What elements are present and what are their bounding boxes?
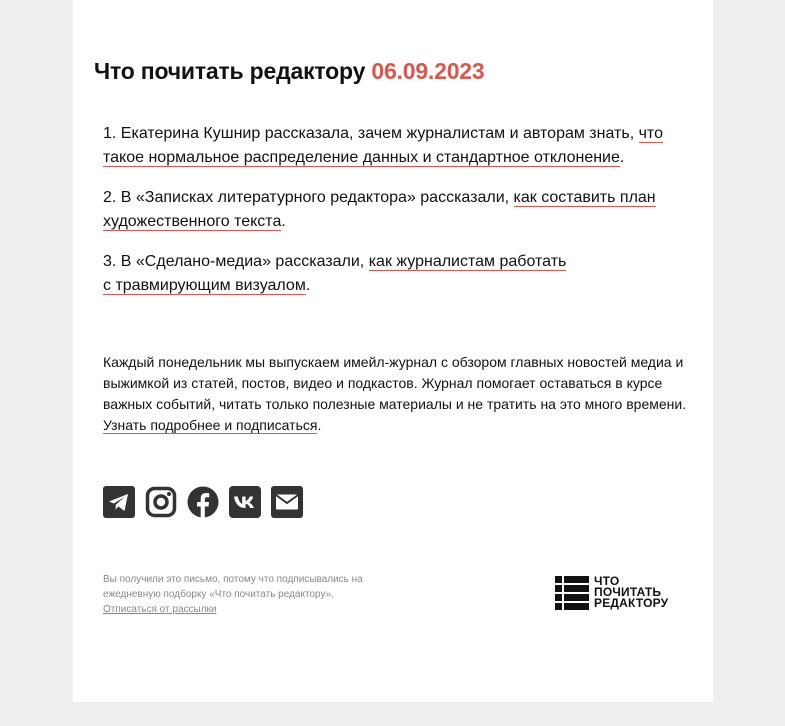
logo [555, 576, 668, 610]
item-text: 3. В «Сделано-медиа» рассказали, [103, 253, 369, 270]
footer-note [103, 572, 393, 617]
instagram-icon[interactable] [145, 486, 177, 518]
list-item [103, 250, 683, 298]
logo-line: РЕДАКТОРУ [594, 596, 669, 610]
article-link[interactable]: как составить план художественного текста [103, 189, 656, 230]
page-title [94, 58, 485, 85]
article-link[interactable]: что такое нормальное распределение данных и стандартное отклонение [103, 125, 663, 166]
item-suffix: . [305, 277, 311, 294]
item-suffix: . [281, 213, 286, 230]
social-links [103, 486, 303, 518]
unsubscribe-link[interactable]: Отписаться от рассылки [103, 604, 217, 615]
logo-mark-icon [555, 576, 589, 610]
telegram-icon[interactable] [103, 486, 135, 518]
about-paragraph [103, 352, 687, 436]
about-text: Каждый понедельник мы выпускаем имейл-журнал с обзором главных новостей медиа и выжимкой из статей, постов, видео и подкастов. Журнал помогает оставаться в курсе важных событий, читать только полезные материалы и не тратить на это много времени. [103, 354, 687, 412]
issue-date: 06.09.2023 [371, 58, 485, 84]
vk-icon[interactable] [229, 486, 261, 518]
item-suffix: . [619, 149, 625, 166]
list-item [103, 186, 683, 234]
title-text: Что почитать редактору [94, 58, 366, 84]
list-item [103, 122, 683, 170]
subscribe-link[interactable]: Узнать подробнее и подписаться [103, 417, 318, 433]
email-card [73, 0, 713, 702]
about-suffix: . [317, 417, 322, 433]
item-text: 1. Екатерина Кушнир рассказала, зачем журналистам и авторам знать, [103, 125, 639, 142]
item-text: 2. В «Записках литературного редактора» рассказали, [103, 189, 514, 206]
logo-text [594, 576, 668, 609]
footer-text: Вы получили это письмо, потому что подписывались на ежедневную подборку «Что почитать редактору». [103, 574, 363, 600]
article-list [103, 122, 683, 314]
email-icon[interactable] [271, 486, 303, 518]
facebook-icon[interactable] [187, 486, 219, 518]
logo-line: ЧТО [594, 574, 620, 588]
article-link[interactable]: как журналистам работать с травмирующим визуалом [103, 253, 567, 294]
logo-line: ПОЧИТАТЬ [594, 585, 662, 599]
